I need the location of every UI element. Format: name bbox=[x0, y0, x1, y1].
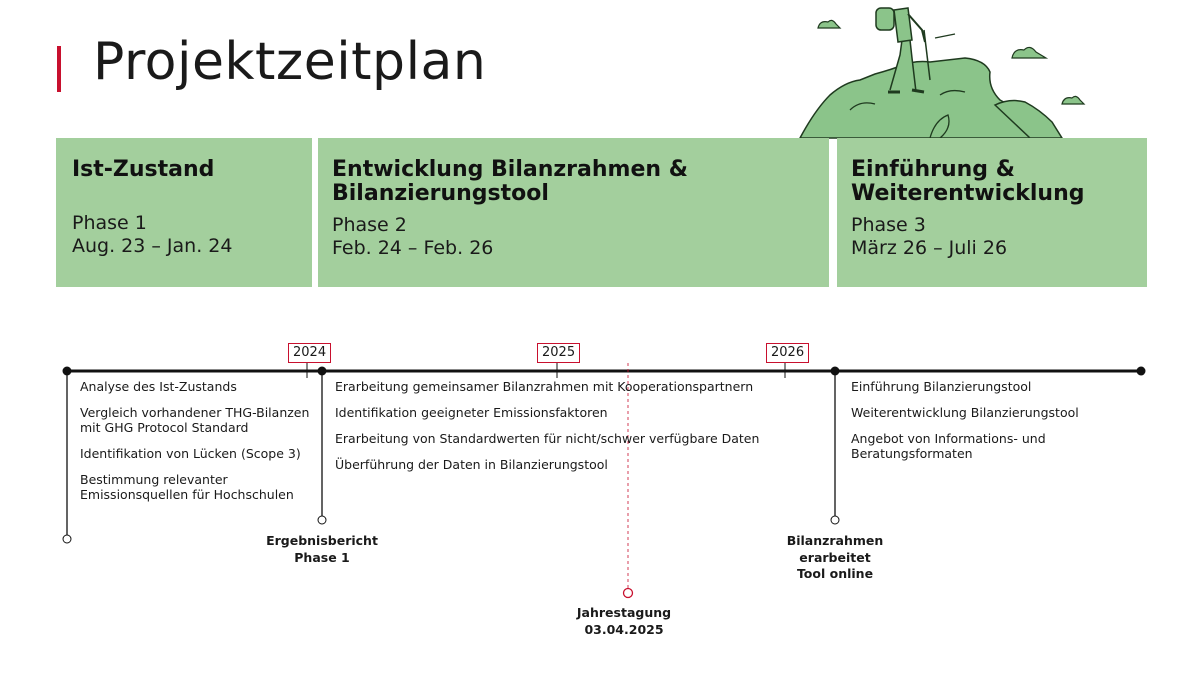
milestone-3-marker bbox=[624, 589, 633, 598]
list-item: Erarbeitung gemeinsamer Bilanzrahmen mit Kooperationspartnern bbox=[335, 379, 754, 394]
milestone-line: Phase 1 bbox=[294, 549, 350, 565]
milestone-line: 03.04.2025 bbox=[584, 621, 664, 637]
phase-2-tasks bbox=[335, 379, 805, 483]
phase-3-title: Einführung & Weiterentwicklung bbox=[851, 157, 1085, 206]
list-item: Identifikation geeigneter Emissionsfaktoren bbox=[335, 405, 608, 420]
list-item: Überführung der Daten in Bilanzierungstool bbox=[335, 457, 608, 472]
phase-3-label: Phase 3 bbox=[851, 214, 926, 236]
milestone-jahrestagung bbox=[544, 605, 704, 638]
year-label-2024: 2024 bbox=[288, 343, 331, 363]
milestone-1-marker bbox=[318, 516, 326, 524]
list-item: Einführung Bilanzierungstool bbox=[851, 379, 1032, 394]
year-label-2025: 2025 bbox=[537, 343, 580, 363]
list-item: Weiterentwicklung Bilanzierungstool bbox=[851, 405, 1079, 420]
milestone-line: erarbeitet bbox=[799, 549, 871, 565]
list-item: Vergleich vorhandener THG-Bilanzen mit GHG Protocol Standard bbox=[80, 405, 310, 435]
list-item: Erarbeitung von Standardwerten für nicht/schwer verfügbare Daten bbox=[335, 431, 760, 446]
start-stem-end bbox=[63, 535, 71, 543]
phase-3-period: März 26 – Juli 26 bbox=[851, 237, 1008, 259]
timeline-end-dot bbox=[1137, 367, 1146, 376]
list-item: Identifikation von Lücken (Scope 3) bbox=[80, 446, 301, 461]
milestone-line: Tool online bbox=[796, 566, 874, 581]
milestone-2-marker bbox=[831, 516, 839, 524]
year-label-2026: 2026 bbox=[766, 343, 809, 363]
phase-2-period: Feb. 24 – Feb. 26 bbox=[332, 237, 494, 259]
phase-1-tasks bbox=[80, 379, 320, 513]
list-item: Angebot von Informations- und Beratungsformaten bbox=[851, 431, 1046, 461]
milestone-line: Jahrestagung bbox=[576, 605, 672, 620]
milestone-line: Ergebnisbericht bbox=[266, 533, 378, 548]
page-title: Projektzeitplan bbox=[93, 32, 487, 92]
milestone-tool-online bbox=[755, 533, 915, 583]
phase-3-tasks bbox=[851, 379, 1141, 472]
phase-1-period: Aug. 23 – Jan. 24 bbox=[72, 235, 233, 257]
phase-1-title: Ist-Zustand bbox=[72, 157, 215, 182]
milestone-ergebnisbericht bbox=[242, 533, 402, 566]
list-item: Analyse des Ist-Zustands bbox=[80, 379, 237, 394]
phase-1-label: Phase 1 bbox=[72, 212, 147, 234]
list-item: Bestimmung relevanter Emissionsquellen für Hochschulen bbox=[80, 472, 294, 502]
phase-2-title: Entwicklung Bilanzrahmen & Bilanzierungstool bbox=[332, 157, 688, 206]
phase-2-label: Phase 2 bbox=[332, 214, 407, 236]
milestone-line: Bilanzrahmen bbox=[786, 533, 884, 548]
